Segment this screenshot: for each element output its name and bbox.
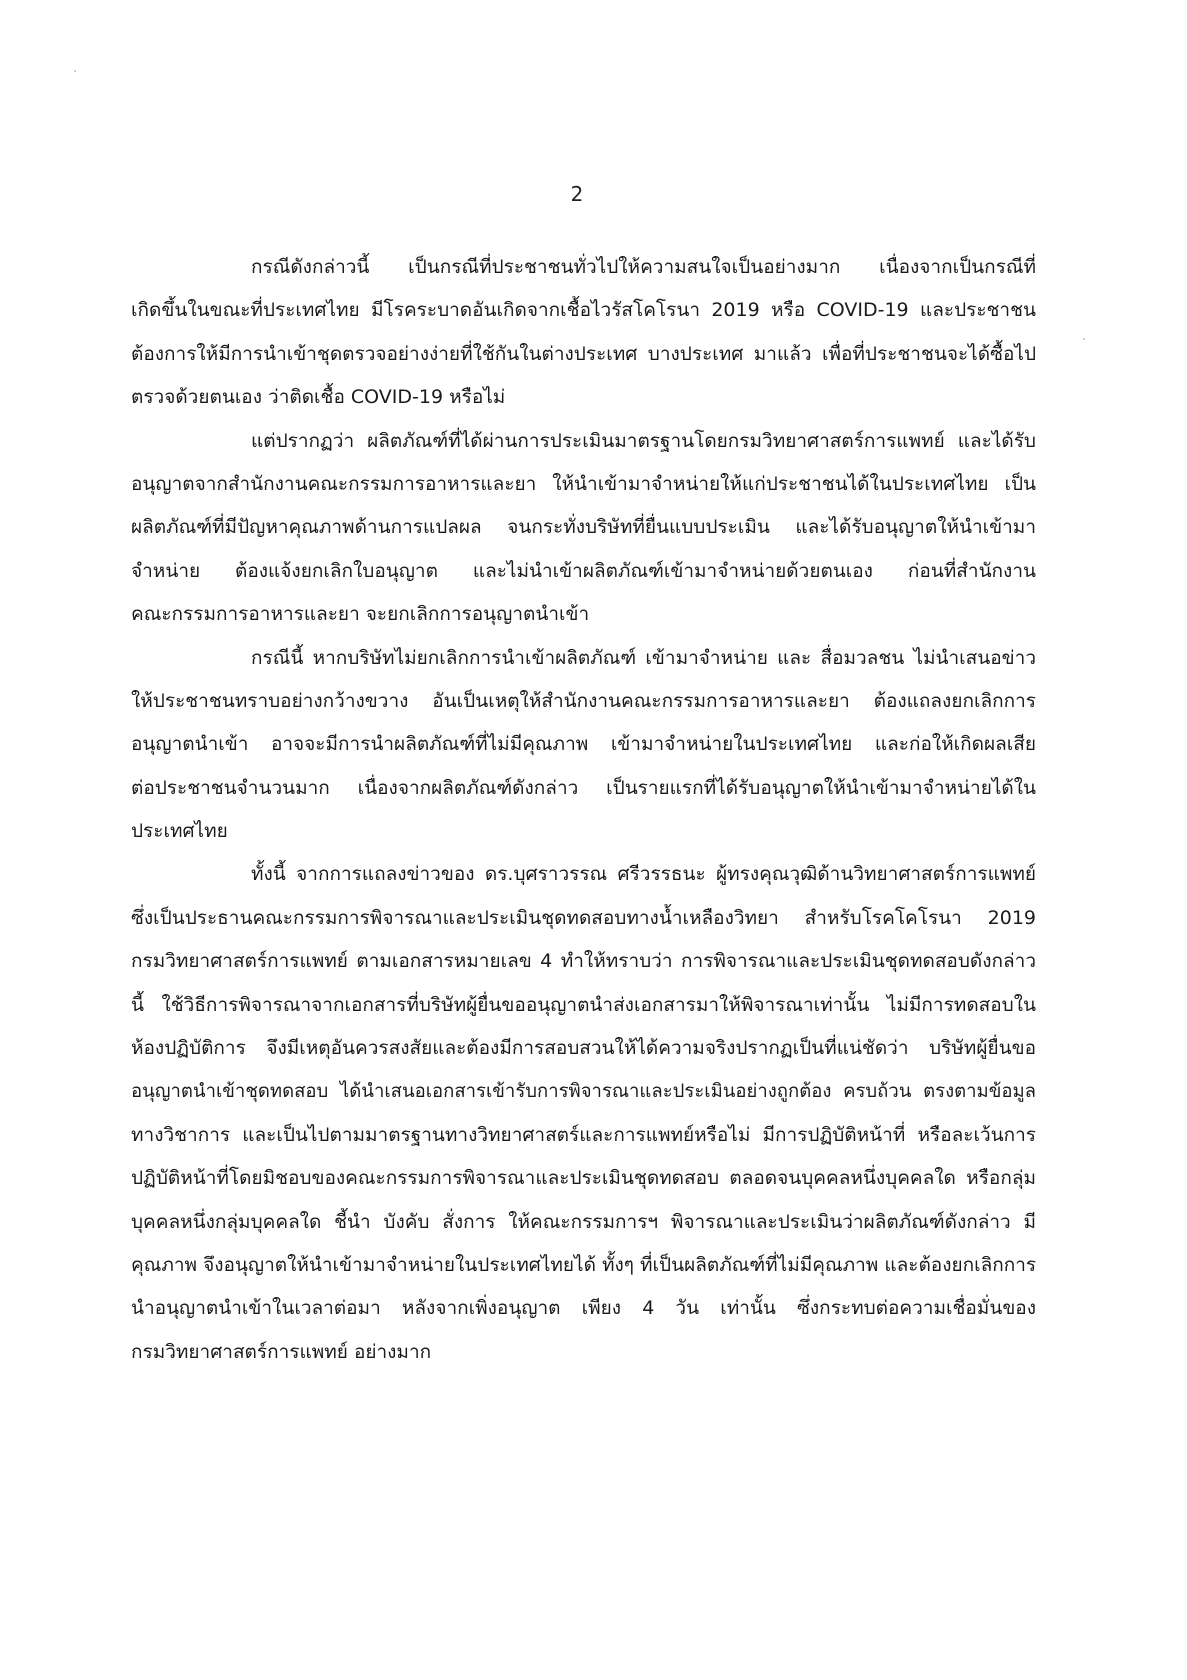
paragraph (131, 246, 1036, 420)
paragraph (131, 853, 1036, 1374)
text-line: บุคคลหนึ่งกลุ่มบุคคลใด ชี้นำ บังคับ สั่งการ ให้คณะกรรมการฯ พิจารณาและประเมินว่าผลิตภัณฑ์ดังกล่าว มี (131, 1210, 1036, 1233)
text-line: คุณภาพ จึงอนุญาตให้นำเข้ามาจำหน่ายในประเทศไทยได้ ทั้งๆ ที่เป็นผลิตภัณฑ์ที่ไม่มีคุณภาพ และต้องยกเลิกการ (131, 1253, 1036, 1276)
text-line: เกิดขึ้นในขณะที่ประเทศไทย มีโรคระบาดอันเกิดจากเชื้อไวรัสโคโรนา 2019 หรือ COVID-19 และประชาชน (131, 299, 1036, 322)
text-line: ผลิตภัณฑ์ที่มีปัญหาคุณภาพด้านการแปลผล จนกระทั่งบริษัทที่ยื่นแบบประเมิน และได้รับอนุญาตให้นำเข้ามา (131, 516, 1036, 539)
paragraph (131, 637, 1036, 854)
text-line: คณะกรรมการอาหารและยา จะยกเลิกการอนุญาตนำเข้า (131, 603, 590, 626)
text-line: ทางวิชาการ และเป็นไปตามมาตรฐานทางวิทยาศาสตร์และการแพทย์หรือไม่ มีการปฏิบัติหน้าที่ หรือละเว้นการ (131, 1123, 1036, 1146)
text-line: ทั้งนี้ จากการแถลงข่าวของ ดร.บุศราวรรณ ศรีวรรธนะ ผู้ทรงคุณวุฒิด้านวิทยาศาสตร์การแพทย์ (251, 863, 1036, 886)
text-line: อนุญาตจากสำนักงานคณะกรรมการอาหารและยา ให้นำเข้ามาจำหน่ายให้แก่ประชาชนได้ในประเทศไทย เป็น (131, 472, 1036, 495)
scan-speck (74, 70, 76, 72)
scan-speck (1083, 338, 1085, 340)
text-line: กรมวิทยาศาสตร์การแพทย์ อย่างมาก (131, 1340, 432, 1363)
text-line: ให้ประชาชนทราบอย่างกว้างขวาง อันเป็นเหตุให้สำนักงานคณะกรรมการอาหารและยา ต้องแถลงยกเลิกการ (131, 689, 1036, 712)
text-line: แต่ปรากฏว่า ผลิตภัณฑ์ที่ได้ผ่านการประเมินมาตรฐานโดยกรมวิทยาศาสตร์การแพทย์ และได้รับ (251, 429, 1036, 452)
page-number: 2 (570, 182, 584, 206)
text-line: นี้ ใช้วิธีการพิจารณาจากเอกสารที่บริษัทผู้ยื่นขออนุญาตนำส่งเอกสารมาให้พิจารณาเท่านั้น ไม่มีการทดสอบใน (131, 993, 1036, 1016)
text-line: อนุญาตนำเข้า อาจจะมีการนำผลิตภัณฑ์ที่ไม่มีคุณภาพ เข้ามาจำหน่ายในประเทศไทย และก่อให้เกิดผลเสีย (131, 733, 1036, 756)
text-line: ตรวจด้วยตนเอง ว่าติดเชื้อ COVID-19 หรือไม่ (131, 386, 506, 409)
text-line: ปฏิบัติหน้าที่โดยมิชอบของคณะกรรมการพิจารณาและประเมินชุดทดสอบ ตลอดจนบุคคลหนึ่งบุคคลใด หรือกลุ่ม (131, 1167, 1036, 1190)
text-line: กรมวิทยาศาสตร์การแพทย์ ตามเอกสารหมายเลข 4 ทำให้ทราบว่า การพิจารณาและประเมินชุดทดสอบดังกล่าว (131, 950, 1036, 973)
text-line: ซึ่งเป็นประธานคณะกรรมการพิจารณาและประเมินชุดทดสอบทางน้ำเหลืองวิทยา สำหรับโรคโคโรนา 2019 (131, 906, 1036, 929)
document-body (131, 246, 1036, 1374)
paragraph (131, 420, 1036, 637)
text-line: ต้องการให้มีการนำเข้าชุดตรวจอย่างง่ายที่ใช้กันในต่างประเทศ บางประเทศ มาแล้ว เพื่อที่ประชาชนจะได้ซื้อไป (131, 342, 1036, 365)
text-line: กรณีนี้ หากบริษัทไม่ยกเลิกการนำเข้าผลิตภัณฑ์ เข้ามาจำหน่าย และ สื่อมวลชน ไม่นำเสนอข่าว (251, 646, 1036, 669)
text-line: อนุญาตนำเข้าชุดทดสอบ ได้นำเสนอเอกสารเข้ารับการพิจารณาและประเมินอย่างถูกต้อง ครบถ้วน ตรงตามข้อมูล (131, 1081, 1036, 1103)
text-line: กรณีดังกล่าวนี้ เป็นกรณีที่ประชาชนทั่วไปให้ความสนใจเป็นอย่างมาก เนื่องจากเป็นกรณีที่ (251, 256, 1036, 278)
text-line: ประเทศไทย (131, 820, 228, 843)
text-line: ห้องปฏิบัติการ จึงมีเหตุอันควรสงสัยและต้องมีการสอบสวนให้ได้ความจริงปรากฏเป็นที่แน่ชัดว่า บริษัทผู้ยื่นขอ (131, 1037, 1036, 1060)
text-line: นำอนุญาตนำเข้าในเวลาต่อมา หลังจากเพิ่งอนุญาต เพียง 4 วัน เท่านั้น ซึ่งกระทบต่อความเชื่อมั่นของ (131, 1297, 1036, 1320)
text-line: ต่อประชาชนจำนวนมาก เนื่องจากผลิตภัณฑ์ดังกล่าว เป็นรายแรกที่ได้รับอนุญาตให้นำเข้ามาจำหน่ายได้ใน (131, 776, 1036, 799)
text-line: จำหน่าย ต้องแจ้งยกเลิกใบอนุญาต และไม่นำเข้าผลิตภัณฑ์เข้ามาจำหน่ายด้วยตนเอง ก่อนที่สำนักงาน (131, 559, 1036, 582)
